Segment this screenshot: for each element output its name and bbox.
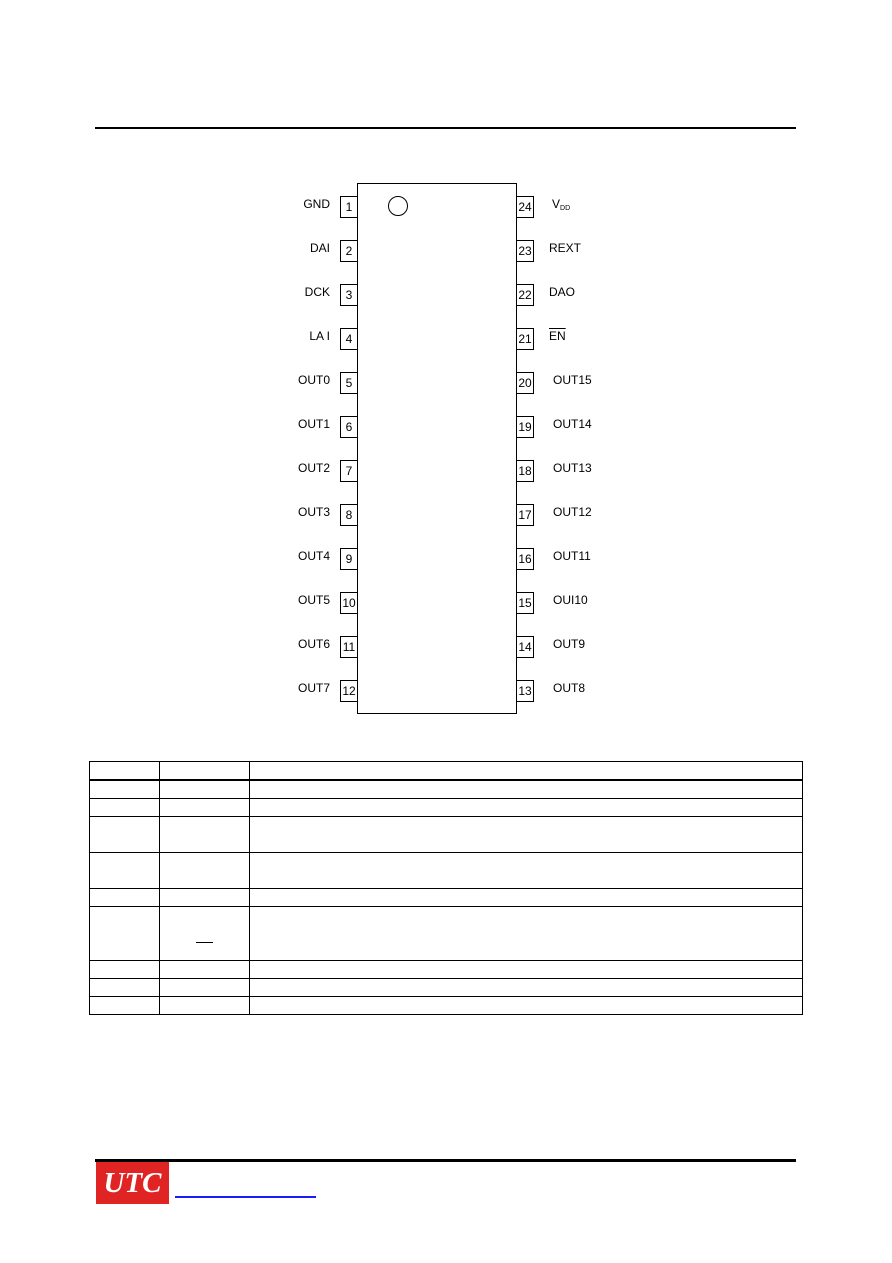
- pin-label: [549, 329, 629, 343]
- pin-label: OUT5: [297, 593, 330, 607]
- pin-number: 8: [340, 504, 357, 526]
- pin-label-text: V: [552, 197, 561, 211]
- pin-label: DAI: [309, 241, 330, 255]
- pin-description-table: [89, 761, 803, 1015]
- pin-label-text: OUT12: [553, 505, 592, 519]
- pin-label: OUT0: [297, 373, 330, 387]
- pin-label-text: REXT: [549, 241, 582, 255]
- pin-number: 6: [340, 416, 357, 438]
- pin-number: 18: [517, 460, 534, 482]
- pin-label: GND: [303, 197, 330, 211]
- pin-label: OUT3: [297, 505, 330, 519]
- table-header-row: [90, 762, 803, 781]
- table-row: [90, 907, 803, 961]
- pin-number: 22: [517, 284, 534, 306]
- pin-label: OUT4: [297, 549, 330, 563]
- pin-label: [552, 197, 632, 216]
- pin-label-subscript: DD: [560, 205, 571, 212]
- overbar-mark: [196, 942, 213, 943]
- pin-label: [549, 285, 629, 299]
- header-rule: [95, 127, 796, 129]
- utc-logo: [96, 1162, 169, 1204]
- pin-label-text: DAO: [549, 285, 576, 299]
- pin-label: [549, 241, 629, 255]
- pin-label: [553, 681, 633, 695]
- pin-number: 20: [517, 372, 534, 394]
- ic-package-body: [357, 183, 517, 714]
- table-row: [90, 997, 803, 1015]
- pin-label-text: OUT13: [553, 461, 592, 475]
- pin-number: 17: [517, 504, 534, 526]
- pin-number: 14: [517, 636, 534, 658]
- pin-label-text: OUI10: [553, 593, 588, 607]
- pin-label: [553, 417, 633, 431]
- pin-number: 11: [340, 636, 357, 658]
- pin-number: 3: [340, 284, 357, 306]
- pin-number: 7: [340, 460, 357, 482]
- pin-label: OUT7: [297, 681, 330, 695]
- pin-label: [553, 505, 633, 519]
- pin-label: OUT2: [297, 461, 330, 475]
- pin-label: [553, 373, 633, 387]
- table-row: [90, 979, 803, 997]
- pin-number: 19: [517, 416, 534, 438]
- pin-label: DCK: [304, 285, 330, 299]
- pin-number: 24: [517, 196, 534, 218]
- footer-rule: [95, 1159, 796, 1162]
- pin1-notch-icon: [388, 196, 408, 216]
- table-row: [90, 853, 803, 889]
- pin-label-text: OUT15: [553, 373, 592, 387]
- table-row: [90, 799, 803, 817]
- pin-label: OUT1: [297, 417, 330, 431]
- pin-label: LA I: [309, 329, 330, 343]
- pin-label: OUT6: [297, 637, 330, 651]
- table-row: [90, 889, 803, 907]
- pin-number: 10: [340, 592, 357, 614]
- pin-number: 9: [340, 548, 357, 570]
- pin-label-text: $\overline{EN}$: [549, 329, 566, 343]
- table-row: [90, 817, 803, 853]
- pin-number: 23: [517, 240, 534, 262]
- pin-number: 2: [340, 240, 357, 262]
- pin-label: [553, 461, 633, 475]
- pin-number: 1: [340, 196, 357, 218]
- pin-label: [553, 593, 633, 607]
- footer-link[interactable]: [175, 1196, 316, 1198]
- pin-number: 13: [517, 680, 534, 702]
- table-row: [90, 780, 803, 799]
- pin-number: 12: [340, 680, 357, 702]
- pin-number: 21: [517, 328, 534, 350]
- pin-number: 5: [340, 372, 357, 394]
- pin-label-text: OUT8: [553, 681, 586, 695]
- utc-logo-text: UTC: [103, 1166, 162, 1199]
- pin-label: [553, 637, 633, 651]
- pin-number: 16: [517, 548, 534, 570]
- table-row: [90, 961, 803, 979]
- pin-number: 15: [517, 592, 534, 614]
- pin-label: [553, 549, 633, 563]
- pin-label-text: OUT14: [553, 417, 592, 431]
- pin-label-text: OUT9: [553, 637, 586, 651]
- pin-label-text: OUT11: [553, 549, 591, 563]
- pin-number: 4: [340, 328, 357, 350]
